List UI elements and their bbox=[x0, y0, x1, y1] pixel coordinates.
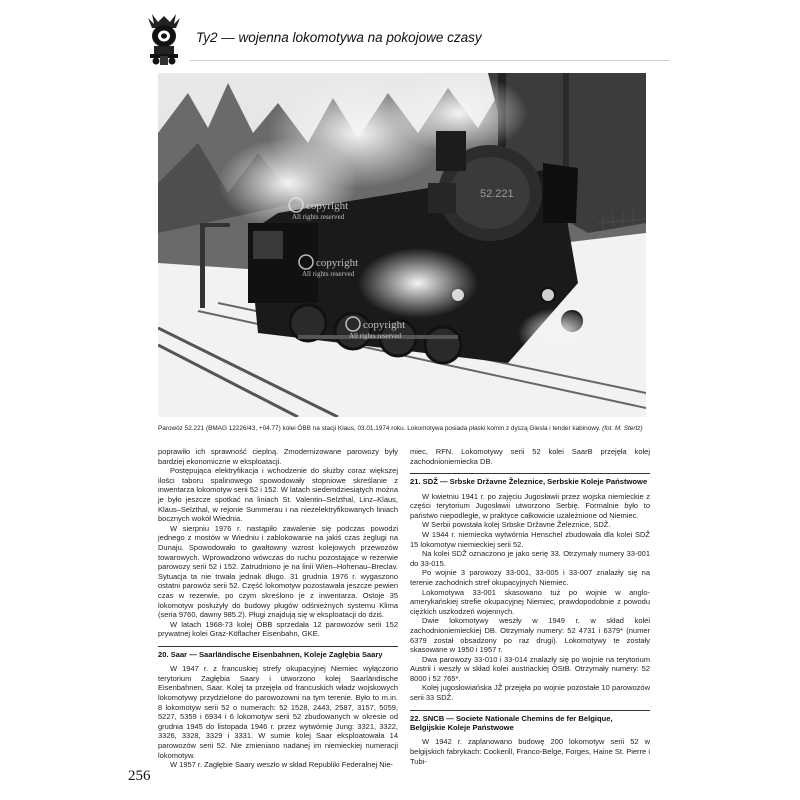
right-paragraph-8: Dwie lokomotywy weszły w 1949 r. w skład kolei zachodnioniemieckiej DB. Otrzymały numery: 52 4731 i 6379* (numer 6379 został obsadzony po raz drugi). Lokomotywy te zostały skasowane w 1950 i 1957 r. bbox=[410, 616, 650, 655]
right-paragraph-7: Lokomotywa 33-001 skasowano tuż po wojnie w anglo-amerykańskiej strefie okupacyjnej Niemiec, prawdopodobnie z powodu ciężkich uszkodzeń wojennych. bbox=[410, 587, 650, 616]
watermark-2: copyright bbox=[316, 257, 359, 269]
right-paragraph-4: W 1944 r. niemiecka wytwórnia Henschel zbudowała dla kolei SDŽ 15 lokomotyw niemieckiej serii 52. bbox=[410, 529, 650, 549]
left-paragraph-3: W sierpniu 1976 r. nastąpiło zawalenie się podczas powodzi jednego z mostów w Wiedniu i zablokowanie na jakiś czas żeglugi na Dunaju. Spowodowało to gwałtowny wzrost kolejowych przewozów towarowych. Wprowadzono wówczas do ruchu pozostające w rezerwie parowozy serii 52 i 152. Zatrudniono je na linii Wien–Hohenau–Breclav. Sytuacja ta nie trwała jednak długo. 31 grudnia 1976 r. wygaszono ostatni parowóz serii 52. Część lokomotyw pozostawała jeszcze pewien czas w rezerwie, po czym skreślono je z inwentarza. Ostoje 35 lokomotyw posłużyły do budowy pługów odśnieżnych systemu Klima (seria 9760, dawny 985.2). Pługi znajdują się w eksploatacji do dziś. bbox=[158, 523, 398, 620]
caption-credit: (fot. M. Stertz) bbox=[602, 425, 643, 432]
section-heading-21 bbox=[410, 473, 650, 486]
section-heading-22 bbox=[410, 710, 650, 733]
section-heading-22-text: 22. SNCB — Societe Nationale Chemins de fer Belgique, Belgijskie Koleje Państwowe bbox=[410, 713, 613, 733]
right-column bbox=[410, 447, 650, 766]
right-paragraph-3: W Serbii powstała kolej Srbske Državne Železnice, SDŽ. bbox=[422, 520, 611, 530]
photo-caption bbox=[158, 425, 658, 433]
heading-rule bbox=[158, 646, 398, 647]
watermark-sub-2: All rights reserved bbox=[302, 270, 355, 278]
page-number: 256 bbox=[128, 768, 151, 784]
left-paragraph-5: W 1947 r. z francuskiej strefy okupacyjnej Niemiec wyłączono terytorium Zagłębia Saary i utworzono kolej Saarländische Eisenbahnen, Saar. Kolej ta przejęła od francuskich władz wojskowych lokomotywy przydzielone do parowozowni na tym terenie. Było to m.in. 8 lokomotyw serii 52 o numerach: 52 1528, 2443, 2587, 3157, 5059, 5227, 5359 i 6934 i 6 lokomotyw serii 52 zbudowanych w okresie od grudnia 1945 do listopada 1946 r. przez wytwórnię Jung: 3321, 3322, 3326, 3328, 3329 i 3331. W sumie kolej Saar eksploatowała 14 parowozów serii 52. Nie zmieniano nadanej im niemieckiej numeracji lokomotyw. bbox=[158, 664, 398, 760]
heading-rule bbox=[410, 710, 650, 711]
right-paragraph-10: Kolej jugosłowiańska JŽ przejęła po wojnie pozostałe 10 parowozów serii 33 SDŽ. bbox=[410, 683, 650, 703]
left-paragraph-4: W latach 1968-73 kolej ÖBB sprzedała 12 parowozów serii 152 prywatnej kolei Graz-Köflacher Eisenbahn, GKE. bbox=[158, 619, 398, 639]
right-paragraph-9: Dwa parowozy 33-010 i 33-014 znalazły się po wojnie na terytorium Austrii i weszły w skład kolei austriackiej ÖStB. Otrzymały numery: 52 8000 i 52 765*. bbox=[410, 654, 650, 683]
locomotive-logo-icon bbox=[144, 12, 184, 66]
left-paragraph-2: Postępująca elektryfikacja i wchodzenie do służby coraz większej ilości taboru spalinowego spowodowały stopniowe skreślanie z inwentarza lokomotyw serii 52 i 152. W latach siedemdziesiątych można je było jeszcze spotkać na liniach St. Valentin–Selzthal, Linz–Klaus, Klaus–Selzthal, w rejonie Summerau i na niezelektryfikowanych liniach bocznych wokół Wiednia. bbox=[158, 466, 398, 524]
right-paragraph-1: miec, RFN. Lokomotywy serii 52 kolei SaarB przejęła kolej zachodnioniemiecka DB. bbox=[410, 447, 650, 466]
caption-text: Parowóz 52.221 (BMAG 12226/43, +04.77) kolei ÖBB na stacji Klaus, 03.01.1974 roku. Lokomotywa posiada płaski komin z dyszą Giesla i tender kabinowy. bbox=[158, 425, 601, 432]
running-title: Ty2 — wojenna lokomotywa na pokojowe czasy bbox=[196, 30, 482, 45]
locomotive-photo bbox=[158, 73, 646, 417]
heading-rule bbox=[410, 473, 650, 474]
right-paragraph-2: W kwietniu 1941 r. po zajęciu Jugosławii przez wojska niemieckie z części terytorium Jugosławii utworzono Serbię. Formalnie było to państwo niepodległe, w praktyce całkowicie uzależnione od Niemiec. bbox=[410, 491, 650, 520]
watermark-1: copyright bbox=[306, 200, 349, 212]
section-heading-20 bbox=[158, 646, 398, 659]
right-paragraph-11: W 1942 r. zaplanowano budowę 200 lokomotyw serii 52 w belgijskich fabrykach: Cockerill, Franco-Belge, Forges, Haine St. Pierre i Tubi- bbox=[410, 737, 650, 766]
header-rule bbox=[190, 60, 670, 61]
section-heading-21-text: 21. SDŽ — Srbske Državne Železnice, Serbskie Koleje Państwowe bbox=[410, 477, 648, 487]
locomotive-number-plate: 52.221 bbox=[480, 188, 514, 200]
section-heading-20-text: 20. Saar — Saarländische Eisenbahnen, Koleje Zagłębia Saary bbox=[158, 649, 383, 659]
left-column bbox=[158, 447, 398, 770]
watermark-3: copyright bbox=[363, 319, 406, 331]
left-paragraph-6: W 1957 r. Zagłębie Saary weszło w skład Republiki Federalnej Nie- bbox=[170, 760, 394, 770]
watermark-sub-3: All rights reserved bbox=[349, 332, 402, 340]
watermark-sub-1: All rights reserved bbox=[292, 213, 345, 221]
left-paragraph-1: poprawiło ich sprawność cieplną. Zmodernizowane parowozy były bardziej ekonomiczne w eksploatacji. bbox=[158, 447, 398, 466]
right-paragraph-6: Po wojnie 3 parowozy 33-001, 33-005 i 33-007 znalazły się na terenie zachodnich stref okupacyjnych Niemiec. bbox=[410, 568, 650, 587]
right-paragraph-5: Na kolei SDŽ oznaczono je jako serię 33. Otrzymały numery 33-001 do 33-015. bbox=[410, 549, 650, 568]
